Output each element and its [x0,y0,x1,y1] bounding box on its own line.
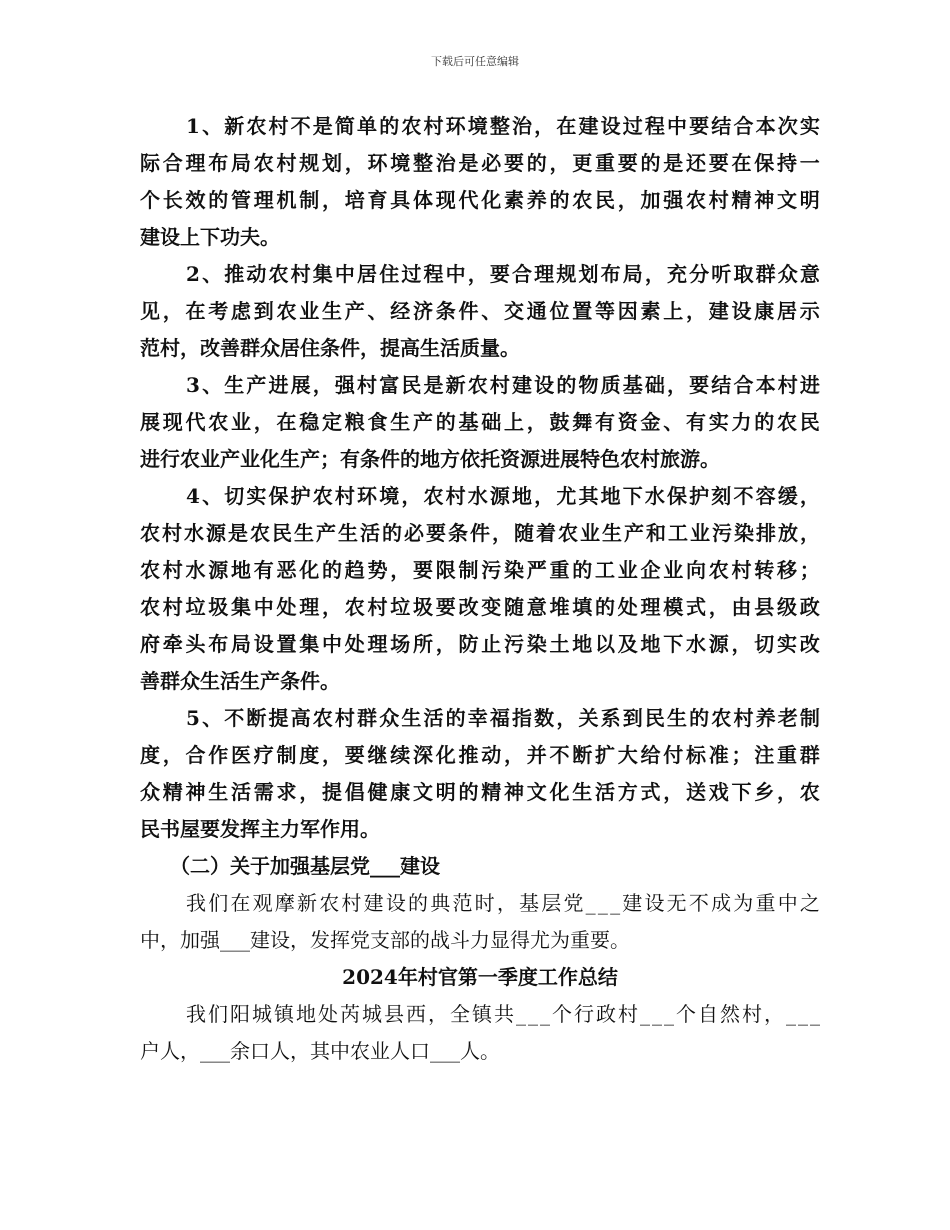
page-header: 下载后可任意编辑 [431,55,519,68]
text-line: 建设上下功夫。 [140,225,280,249]
text-line: 府 牵 头 布 局 设 置 集 中 处 理 场 所 ， 防 止 污 染 土 地 以 及 地 下 水 源 ， 切 实 改 [140,632,820,656]
text-line: 进行农业产业化生产；有条件的地方依托资源进展特色农村旅游。 [140,447,720,471]
document-body [140,108,820,1070]
text-line: 我 们 在 观 摩 新 农 村 建 设 的 典 范 时 ， 基 层 党 _ _ _ 建 设 无 不 成 为 重 中 之 [186,891,820,915]
text-line: 农 村 水 源 地 有 恶 化 的 趋 势 ， 要 限 制 污 染 严 重 的 工 业 企 业 向 农 村 转 移 ； [140,558,820,582]
text-line: 善群众生活生产条件。 [140,669,340,693]
text-line: 4 、 切 实 保 护 农 村 环 境 ， 农 村 水 源 地 ， 尤 其 地 下 水 保 护 刻 不 容 缓 ， [186,484,820,508]
text-line: 民书屋要发挥主力军作用。 [140,817,380,841]
text-line: 5 、 不 断 提 高 农 村 群 众 生 活 的 幸 福 指 数 ， 关 系 到 民 生 的 农 村 养 老 制 [186,706,820,730]
text-line: 见 ， 在 考 虑 到 农 业 生 产 、 经 济 条 件 、 交 通 位 置 等 因 素 上 ， 建 设 康 居 示 [140,299,820,323]
text-line: 个 长 效 的 管 理 机 制 ， 培 育 具 体 现 代 化 素 养 的 农 民 ， 加 强 农 村 精 神 文 明 [140,188,820,212]
text-line: 户人，___余口人，其中农业人口___人。 [140,1039,500,1063]
text-line: 2 、 推 动 农 村 集 中 居 住 过 程 中 ， 要 合 理 规 划 布 局 ， 充 分 听 取 群 众 意 [186,262,820,286]
text-line: 众 精 神 生 活 需 求 ， 提 倡 健 康 文 明 的 精 神 文 化 生 活 方 式 ， 送 戏 下 乡 ， 农 [140,780,820,804]
text-line: 展 现 代 农 业 ， 在 稳 定 粮 食 生 产 的 基 础 上 ， 鼓 舞 有 资 金 、 有 实 力 的 农 民 [140,410,820,434]
text-line: 范村，改善群众居住条件，提高生活质量。 [140,336,520,360]
text-line: 农 村 垃 圾 集 中 处 理 ， 农 村 垃 圾 要 改 变 随 意 堆 填 的 处 理 模 式 ， 由 县 级 政 [140,595,820,619]
text-line: 2024年村官第一季度工作总结 [342,965,618,989]
text-line: 中，加强___建设，发挥党支部的战斗力显得尤为重要。 [140,928,630,952]
text-line: 农 村 水 源 是 农 民 生 产 生 活 的 必 要 条 件 ， 随 着 农 业 生 产 和 工 业 污 染 排 放 ， [140,521,820,545]
text-line: 3 、 生 产 进 展 ， 强 村 富 民 是 新 农 村 建 设 的 物 质 基 础 ， 要 结 合 本 村 进 [186,373,820,397]
text-line: 我 们 阳 城 镇 地 处 芮 城 县 西 ， 全 镇 共 _ _ _ 个 行 政 村 _ _ _ 个 自 然 村 ， _ _ _ [186,1002,820,1026]
text-line: （二）关于加强基层党___建设 [170,854,440,878]
text-line: 度 ， 合 作 医 疗 制 度 ， 要 继 续 深 化 推 动 ， 并 不 断 扩 大 给 付 标 准 ； 注 重 群 [140,743,820,767]
text-line: 际 合 理 布 局 农 村 规 划 ， 环 境 整 治 是 必 要 的 ， 更 重 要 的 是 还 要 在 保 持 一 [140,151,820,175]
text-line: 1 、 新 农 村 不 是 简 单 的 农 村 环 境 整 治 ， 在 建 设 过 程 中 要 结 合 本 次 实 [186,114,820,138]
